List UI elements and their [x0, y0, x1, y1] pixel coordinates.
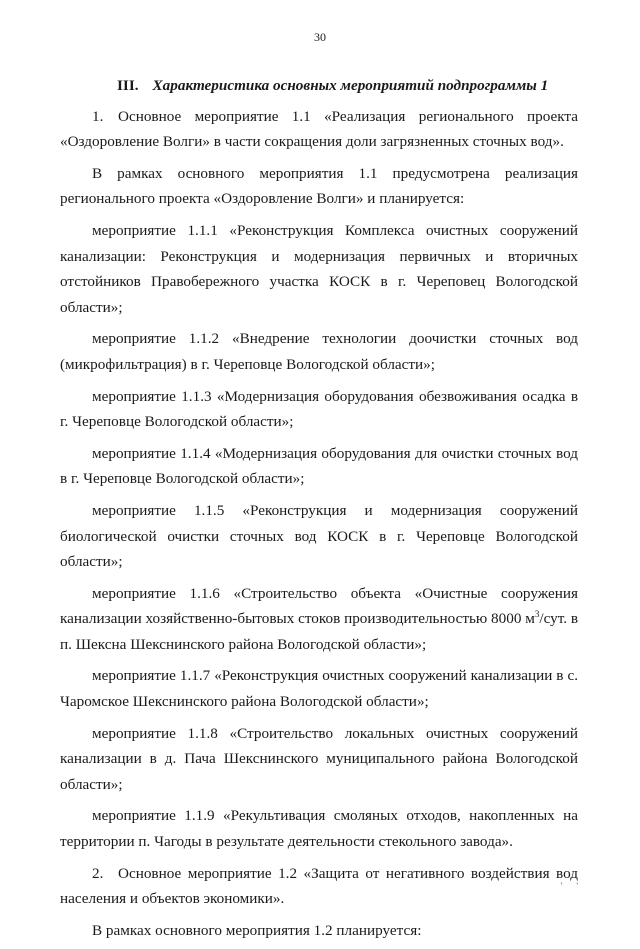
paragraph-activity-1-1-8: мероприятие 1.1.8 «Строительство локальных очистных сооружений канализации в д. Пача Шекснинского муниципального района Вологодской области»; — [60, 724, 578, 793]
paragraph-activity-1-1-7: мероприятие 1.1.7 «Реконструкция очистных сооружений канализации в с. Чаромское Шекснинского района Вологодской области»; — [60, 667, 578, 711]
superscript-unit: 3 — [534, 609, 540, 620]
paragraph-text: Основное мероприятие 1.1 «Реализация регионального проекта «Оздоровление Волги» в части сокращения доли загрязненных сточных вод». — [60, 107, 578, 151]
paragraph-activity-1-1-9: мероприятие 1.1.9 «Рекультивация смоляных отходов, накопленных на территории п. Чагоды в результате деятельности стекольного завода». — [60, 807, 578, 851]
paragraph-text-end: /сут. в п. Шексна Шекснинского района Вологодской области»; — [60, 610, 578, 653]
paragraph-activity-1-1-2: мероприятие 1.1.2 «Внедрение технологии доочистки сточных вод (микрофильтрация) в г. Череповце Вологодской области»; — [60, 330, 578, 373]
paragraph-number: 1. — [92, 107, 104, 125]
paragraph-main-activity-1-2 — [60, 861, 578, 912]
paragraph-activity-1-1-4: мероприятие 1.1.4 «Модернизация оборудования для очистки сточных вод в г. Череповце Вологодской области»; — [60, 444, 578, 488]
document-body — [60, 73, 578, 949]
paragraph-activity-1-1-1: мероприятие 1.1.1 «Реконструкция Комплекса очистных сооружений канализации: Реконструкция и модернизация первичных и вторичных отстойников Правобережного участка КОСК в г. Череповец Вологодской области»; — [60, 221, 578, 316]
paragraph-intro-1-1: В рамках основного мероприятия 1.1 предусмотрена реализация регионального проекта «Оздоровление Волги» и планируется: — [60, 164, 578, 208]
paragraph-text-start: мероприятие 1.1.6 «Строительство объекта «Очистные сооружения канализации хозяйственно-бытовых стоков производительностью 8000 м — [60, 584, 578, 628]
paragraph-text: Основное мероприятие 1.2 «Защита от негативного воздействия вод населения и объектов экономики». — [60, 864, 578, 908]
paragraph-activity-1-1-6 — [60, 581, 578, 658]
paragraph-intro-1-2: В рамках основного мероприятия 1.2 планируется: — [92, 921, 422, 939]
paragraph-main-activity-1-1 — [60, 104, 578, 155]
section-title: Характеристика основных мероприятий подпрограммы 1 — [152, 77, 549, 94]
section-number: III. — [117, 77, 139, 94]
paragraph-activity-1-1-3: мероприятие 1.1.3 «Модернизация оборудования обезвоживания осадка в г. Череповце Вологодской области»; — [60, 387, 578, 431]
paragraph-activity-1-1-5: мероприятие 1.1.5 «Реконструкция и модернизация сооружений биологической очистки сточных вод КОСК в г. Череповце Вологодской области»; — [60, 501, 578, 571]
paragraph-number: 2. — [92, 864, 104, 882]
page-number: 30 — [314, 30, 326, 44]
section-heading — [60, 73, 578, 99]
corner-marks: ' ' — [560, 881, 584, 891]
